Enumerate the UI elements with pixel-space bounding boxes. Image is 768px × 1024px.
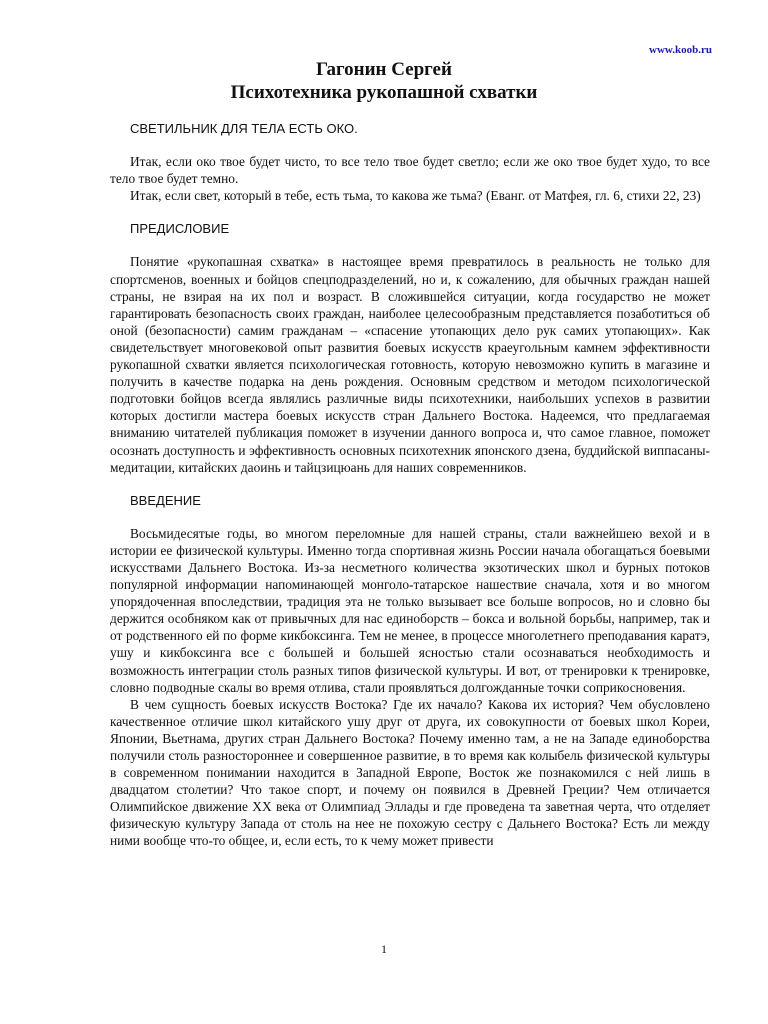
book-title: Психотехника рукопашной схватки bbox=[230, 82, 538, 103]
epigraph-line: Итак, если свет, который в тебе, есть тьма, то какова же тьма? (Еванг. от Матфея, гл. 6, стихи 22, 23) bbox=[130, 188, 701, 204]
document-title bbox=[0, 58, 768, 104]
site-link[interactable]: www.koob.ru bbox=[649, 44, 712, 56]
document-body bbox=[110, 120, 710, 850]
introduction-paragraph: В чем сущность боевых искусств Востока? Где их начало? Какова их история? Чем обусловлено качественное отличие школ китайского ушу друг от друга, их совокупности от боевых школ Кореи, Японии, Вьетнама, других стран Дальнего Востока? Почему именно там, а не на Западе единоборства получили столь разностороннее и совершенное развитие, в то время как колыбель физической культуры в современном понимании находится в Западной Европе, Восток же познакомился с ней лишь в двадцатом столетии? Что такое спорт, и почему он появился в Древней Греции? Чем отличается Олимпийское движение XX века от Олимпиад Эллады и где проведена та заветная черта, что отделяет физическую культуру Запада от столь на нее не похожую сестру с Дальнего Востока? Есть ли между ними вообще что-то общее, и, если есть, то к чему может привести bbox=[110, 696, 710, 849]
author-name: Гагонин Сергей bbox=[316, 59, 452, 80]
introduction-heading: ВВЕДЕНИЕ bbox=[130, 492, 201, 508]
epigraph-heading: СВЕТИЛЬНИК ДЛЯ ТЕЛА ЕСТЬ ОКО. bbox=[130, 121, 358, 136]
preface-paragraph: Понятие «рукопашная схватка» в настоящее время превратилось в реальность не только для спортсменов, военных и бойцов спецподразделений, но и, к сожалению, для обычных граждан нашей страны, не взирая на их пол и возраст. В сложившейся ситуации, когда государство не может гарантировать безопасность своих граждан, наиболее целесообразным представляется позаботиться об оной (безопасности) самим гражданам – «спасение утопающих дело рук самих утопающих». Как свидетельствует многовековой опыт развития боевых искусств краеугольным камнем эффективности рукопашной схватки является психологическая готовность, которую невозможно купить в магазине и получить в качестве подарка на день рождения. Основным средством и методом психологической подготовки бойцов всегда являлись различные виды психотехники, наибольших успехов в развитии которых достигли мастера боевых искусств стран Дальнего Востока. Надеемся, что предлагаемая вниманию читателей публикация поможет в изучении данного вопроса и, что самое главное, поможет осознать доступность и эффективность основных психотехник японского дзена, буддийской виппасаны-медитации, китайских даоинь и тайцзицюань для наших современников. bbox=[110, 254, 710, 475]
introduction-paragraph: Восьмидесятые годы, во многом переломные для нашей страны, стали важнейшею вехой и в истории ее физической культуры. Именно тогда спортивная жизнь России начала обогащаться боевыми искусствами Дальнего Востока. Из-за несметного количества экзотических школ и бурных потоков популярной информации напоминающей монголо-татарское нашествие сначала, хотя и во многом упорядоченная впоследствии, традиция эта не только вызывает все больше вопросов, но и словно бы держится особняком как от привычных для нас единоборств – бокса и вольной борьбы, например, так и от родственного ей по форме кикбоксинга. Тем не менее, в процессе многолетнего преподавания каратэ, ушу и кикбоксинга все с большей и большей ясностью стали осознаваться необходимость и возможность интеграции столь разных типов физической культуры. И вот, от тренировки к тренировке, словно подводные скалы во время отлива, стали проявляться долгожданные точки соприкосновения. bbox=[110, 525, 710, 695]
preface-heading: ПРЕДИСЛОВИЕ bbox=[130, 221, 230, 237]
epigraph-line: Итак, если око твое будет чисто, то все тело твое будет светло; если же око твое будет худо, то все тело твое будет темно. bbox=[110, 154, 710, 187]
page-number: 1 bbox=[381, 942, 387, 956]
